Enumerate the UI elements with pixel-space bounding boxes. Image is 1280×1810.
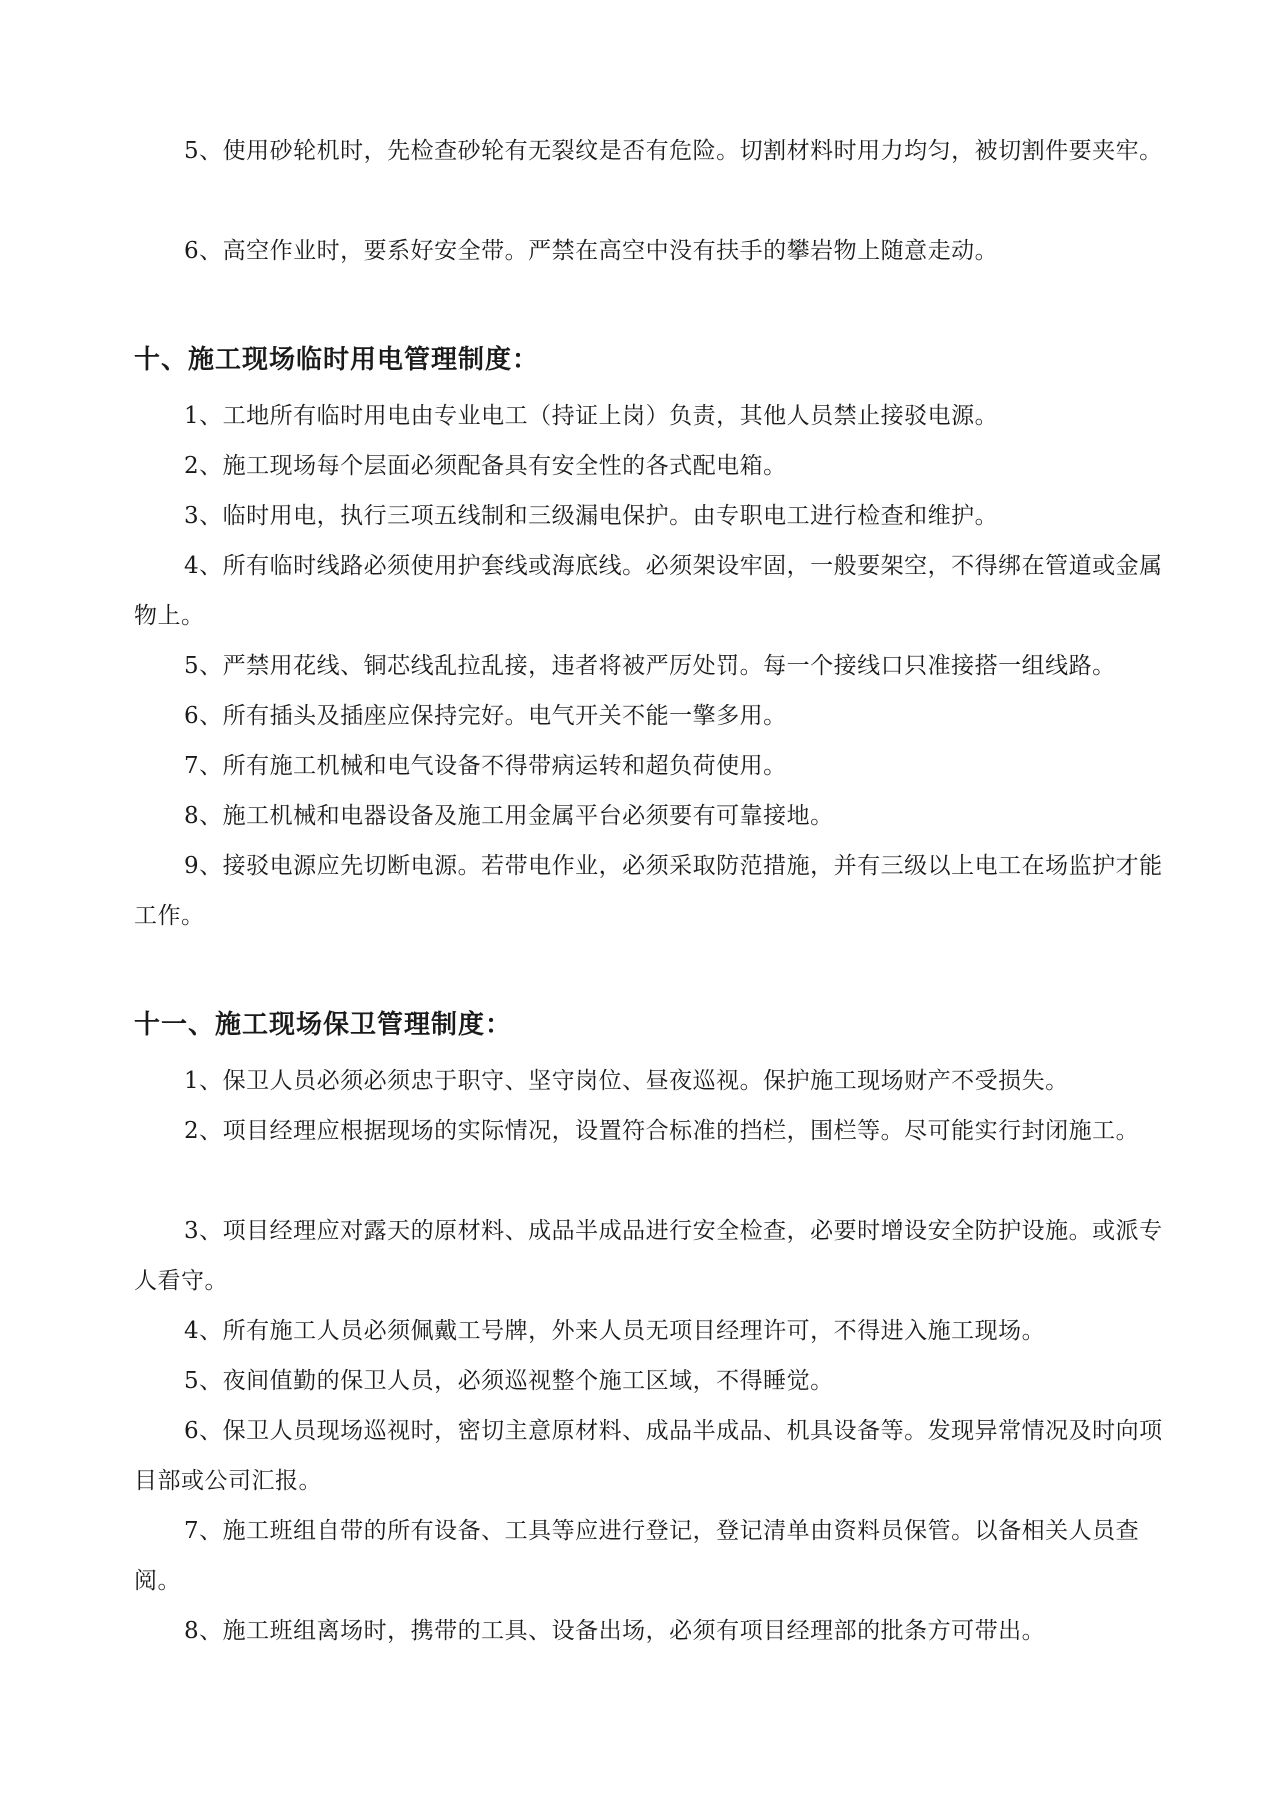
section-11-item-1: 1、保卫人员必须必须忠于职守、坚守岗位、昼夜巡视。保护施工现场财产不受损失。 <box>184 1068 1069 1094</box>
section-10-item-8: 8、施工机械和电器设备及施工用金属平台必须要有可靠接地。 <box>184 803 834 829</box>
section-10-item-3: 3、临时用电，执行三项五线制和三级漏电保护。由专职电工进行检查和维护。 <box>184 503 999 529</box>
section-11-title: 十一、施工现场保卫管理制度： <box>134 1010 513 1040</box>
section-10-item-1: 1、工地所有临时用电由专业电工（持证上岗）负责，其他人员禁止接驳电源。 <box>184 403 999 429</box>
section-11-item-3: 3、项目经理应对露天的原材料、成品半成品进行安全检查，必要时增设安全防护设施。或派专人看守。 <box>134 1218 1163 1294</box>
section-10-item-6: 6、所有插头及插座应保持完好。电气开关不能一擎多用。 <box>184 703 787 729</box>
section-10-item-2: 2、施工现场每个层面必须配备具有安全性的各式配电箱。 <box>184 453 787 479</box>
prev-item-5: 5、使用砂轮机时，先检查砂轮有无裂纹是否有危险。切割材料时用力均匀，被切割件要夹牢。 <box>184 138 1163 164</box>
section-10-item-5: 5、严禁用花线、铜芯线乱拉乱接，违者将被严厉处罚。每一个接线口只准接搭一组线路。 <box>184 653 1116 679</box>
prev-item-6: 6、高空作业时，要系好安全带。严禁在高空中没有扶手的攀岩物上随意走动。 <box>184 238 999 264</box>
section-11-item-4: 4、所有施工人员必须佩戴工号牌，外来人员无项目经理许可，不得进入施工现场。 <box>184 1318 1046 1344</box>
section-10-item-7: 7、所有施工机械和电气设备不得带病运转和超负荷使用。 <box>184 753 787 779</box>
section-11-item-5: 5、夜间值勤的保卫人员，必须巡视整个施工区域，不得睡觉。 <box>184 1368 834 1394</box>
section-10-item-4: 4、所有临时线路必须使用护套线或海底线。必须架设牢固，一般要架空，不得绑在管道或金属物上。 <box>134 553 1163 629</box>
section-11-item-6: 6、保卫人员现场巡视时，密切主意原材料、成品半成品、机具设备等。发现异常情况及时向项目部或公司汇报。 <box>134 1418 1163 1494</box>
section-10-item-9: 9、接驳电源应先切断电源。若带电作业，必须采取防范措施，并有三级以上电工在场监护才能工作。 <box>134 853 1163 929</box>
section-11-item-7: 7、施工班组自带的所有设备、工具等应进行登记，登记清单由资料员保管。以备相关人员查阅。 <box>134 1518 1140 1594</box>
section-11-item-2: 2、项目经理应根据现场的实际情况，设置符合标准的挡栏，围栏等。尽可能实行封闭施工。 <box>184 1118 1140 1144</box>
section-10-title: 十、施工现场临时用电管理制度： <box>134 345 540 375</box>
section-11-item-8: 8、施工班组离场时，携带的工具、设备出场，必须有项目经理部的批条方可带出。 <box>184 1618 1046 1644</box>
